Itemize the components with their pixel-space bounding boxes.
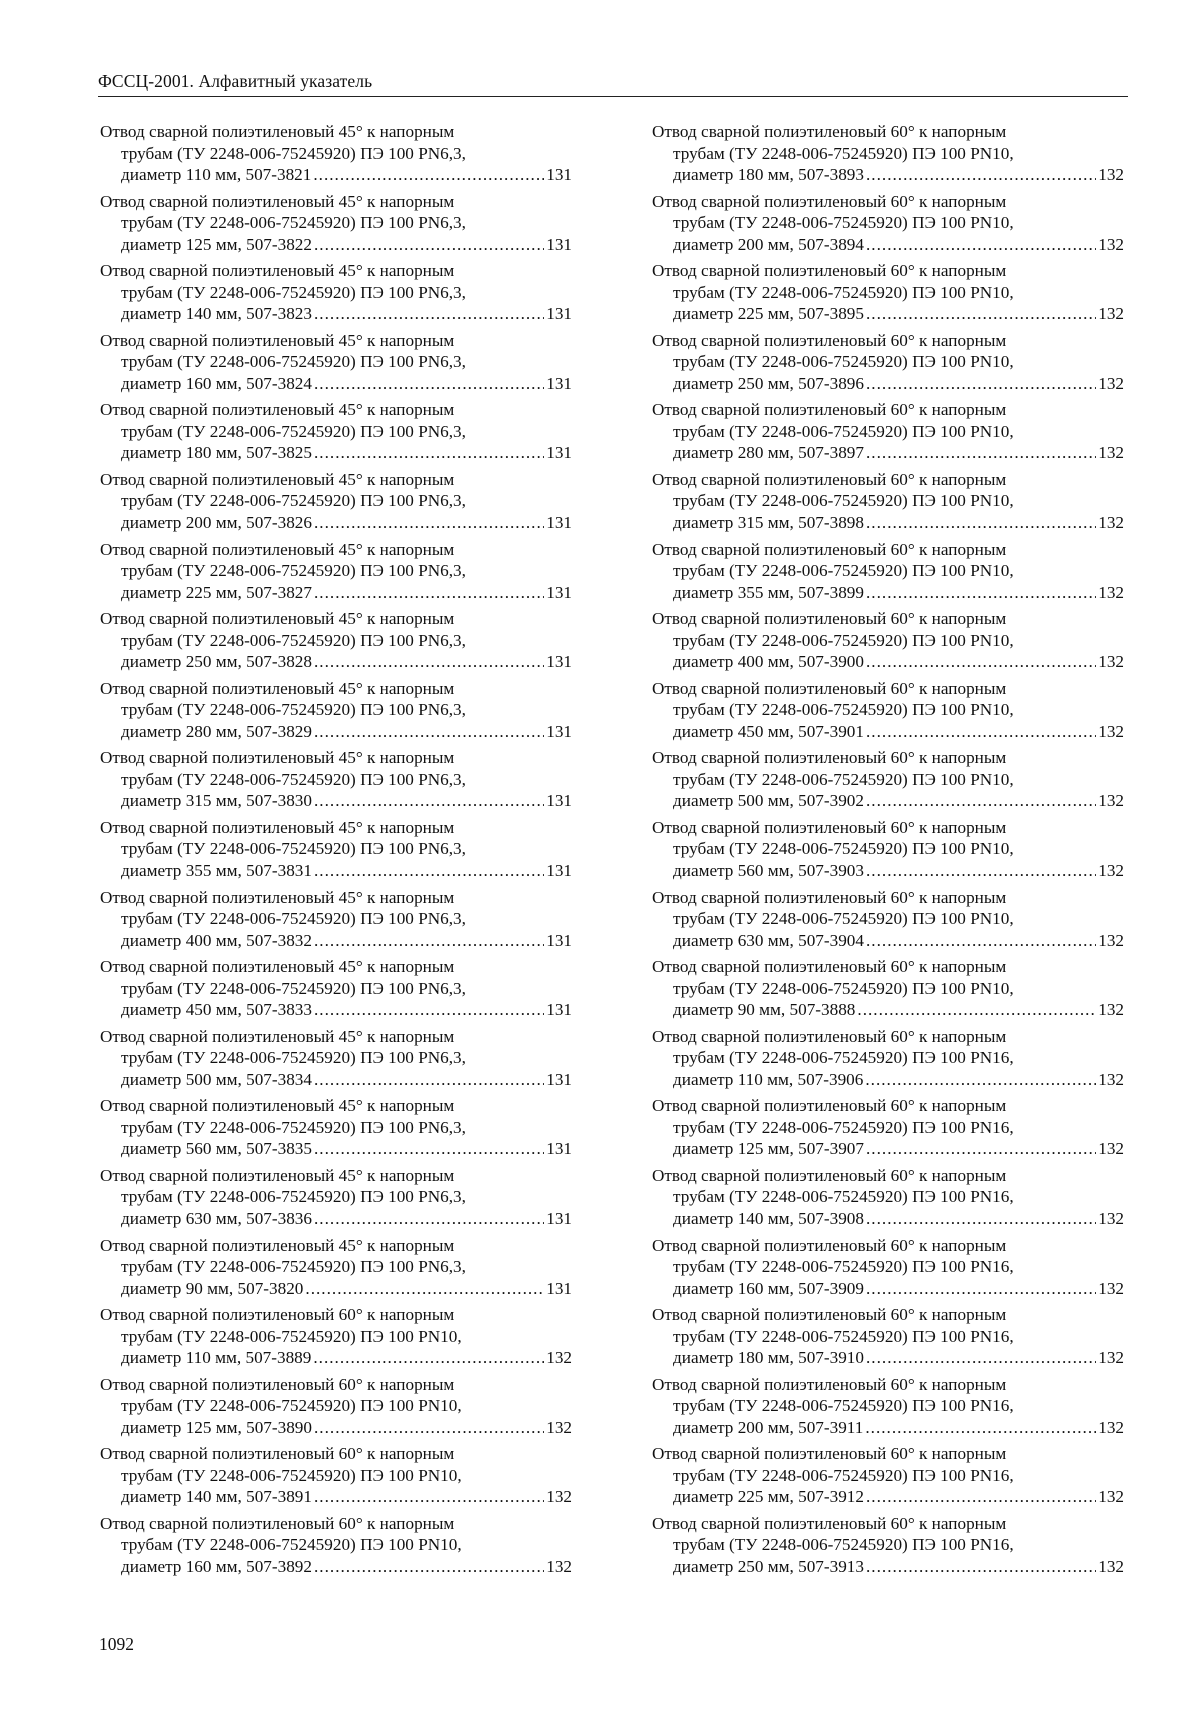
dot-leader xyxy=(866,721,1096,743)
entry-spec: трубам (ТУ 2248-006-75245920) ПЭ 100 PN6,3, xyxy=(121,352,466,372)
dot-leader xyxy=(866,164,1096,186)
index-entry xyxy=(652,1443,1124,1513)
page-header xyxy=(98,67,1128,97)
dot-leader xyxy=(866,303,1096,325)
entry-spec: трубам (ТУ 2248-006-75245920) ПЭ 100 PN10, xyxy=(673,700,1014,720)
entry-reference xyxy=(100,164,572,186)
dot-leader xyxy=(314,582,544,604)
entry-reference xyxy=(100,1417,572,1439)
entry-page: 132 xyxy=(1098,582,1124,602)
entry-page: 132 xyxy=(1098,930,1124,950)
entry-diameter: диаметр 90 мм, 507-3820 xyxy=(121,1278,304,1298)
index-entry xyxy=(100,1443,572,1513)
dot-leader xyxy=(314,1417,544,1439)
entry-page: 132 xyxy=(1098,791,1124,811)
index-entry xyxy=(652,539,1124,609)
index-entry xyxy=(652,1304,1124,1374)
dot-leader xyxy=(866,1347,1096,1369)
entry-spec: трубам (ТУ 2248-006-75245920) ПЭ 100 PN16, xyxy=(673,1048,1014,1068)
entry-title: Отвод сварной полиэтиленовый 45° к напорным xyxy=(100,609,455,629)
entry-reference xyxy=(652,582,1124,604)
entry-page: 132 xyxy=(1098,1000,1124,1020)
entry-title: Отвод сварной полиэтиленовый 60° к напорным xyxy=(652,1444,1007,1464)
entry-title: Отвод сварной полиэтиленовый 60° к напорным xyxy=(652,748,1007,768)
entry-page: 131 xyxy=(546,165,572,184)
entry-spec: трубам (ТУ 2248-006-75245920) ПЭ 100 PN10, xyxy=(673,839,1014,859)
entry-spec: трубам (ТУ 2248-006-75245920) ПЭ 100 PN10, xyxy=(673,561,1014,581)
entry-page: 131 xyxy=(546,1278,572,1298)
entry-title: Отвод сварной полиэтиленовый 45° к напорным xyxy=(100,261,455,281)
dot-leader xyxy=(314,1556,544,1578)
dot-leader xyxy=(314,1208,544,1230)
entry-spec: трубам (ТУ 2248-006-75245920) ПЭ 100 PN10, xyxy=(673,421,1014,441)
entry-title: Отвод сварной полиэтиленовый 60° к напорным xyxy=(652,1374,1007,1394)
entry-spec: трубам (ТУ 2248-006-75245920) ПЭ 100 PN6,3, xyxy=(121,491,466,511)
entry-spec: трубам (ТУ 2248-006-75245920) ПЭ 100 PN16, xyxy=(673,1326,1014,1346)
index-entry xyxy=(100,956,572,1026)
entry-diameter: диаметр 315 мм, 507-3898 xyxy=(673,512,864,532)
index-entry xyxy=(100,1026,572,1096)
entry-diameter: диаметр 125 мм, 507-3822 xyxy=(121,234,312,254)
entry-title: Отвод сварной полиэтиленовый 60° к напорным xyxy=(652,1513,1007,1533)
entry-reference xyxy=(652,512,1124,534)
entry-reference xyxy=(652,1138,1124,1160)
entry-diameter: диаметр 450 мм, 507-3901 xyxy=(673,721,864,741)
index-entry xyxy=(652,191,1124,261)
dot-leader xyxy=(866,1486,1096,1508)
dot-leader xyxy=(866,1138,1096,1160)
entry-page: 131 xyxy=(546,304,572,324)
entry-title: Отвод сварной полиэтиленовый 45° к напорным xyxy=(100,1026,455,1046)
entry-reference xyxy=(100,1208,572,1230)
entry-reference xyxy=(652,1278,1124,1300)
entry-spec: трубам (ТУ 2248-006-75245920) ПЭ 100 PN10, xyxy=(121,1326,462,1346)
index-entry xyxy=(100,121,572,191)
entry-spec: трубам (ТУ 2248-006-75245920) ПЭ 100 PN10, xyxy=(673,978,1014,998)
entry-page: 132 xyxy=(1098,1348,1124,1368)
entry-title: Отвод сварной полиэтиленовый 45° к напорным xyxy=(100,400,455,420)
index-entry xyxy=(652,887,1124,957)
entry-spec: трубам (ТУ 2248-006-75245920) ПЭ 100 PN16, xyxy=(673,1396,1014,1416)
entry-diameter: диаметр 250 мм, 507-3828 xyxy=(121,652,312,672)
dot-leader xyxy=(866,234,1096,256)
entry-page: 131 xyxy=(546,860,572,880)
index-entry xyxy=(652,1374,1124,1444)
entry-reference xyxy=(100,721,572,743)
entry-diameter: диаметр 400 мм, 507-3832 xyxy=(121,930,312,950)
entry-page: 131 xyxy=(546,1069,572,1089)
index-entry xyxy=(652,817,1124,887)
entry-spec: трубам (ТУ 2248-006-75245920) ПЭ 100 PN10, xyxy=(673,491,1014,511)
dot-leader xyxy=(314,790,544,812)
entry-reference xyxy=(652,1347,1124,1369)
entry-diameter: диаметр 280 мм, 507-3829 xyxy=(121,721,312,741)
entry-spec: трубам (ТУ 2248-006-75245920) ПЭ 100 PN6,3, xyxy=(121,978,466,998)
entry-diameter: диаметр 400 мм, 507-3900 xyxy=(673,652,864,672)
entry-title: Отвод сварной полиэтиленовый 60° к напорным xyxy=(652,957,1007,977)
entry-title: Отвод сварной полиэтиленовый 45° к напорным xyxy=(100,191,455,211)
entry-title: Отвод сварной полиэтиленовый 60° к напорным xyxy=(652,469,1007,489)
index-entry xyxy=(100,887,572,957)
index-entry xyxy=(652,608,1124,678)
entry-reference xyxy=(100,999,572,1021)
dot-leader xyxy=(314,1069,544,1091)
entry-spec: трубам (ТУ 2248-006-75245920) ПЭ 100 PN10, xyxy=(673,143,1014,163)
index-entry xyxy=(100,608,572,678)
index-entry xyxy=(100,1095,572,1165)
entry-reference xyxy=(100,651,572,673)
entry-reference xyxy=(652,1486,1124,1508)
entry-diameter: диаметр 315 мм, 507-3830 xyxy=(121,791,312,811)
entry-spec: трубам (ТУ 2248-006-75245920) ПЭ 100 PN10, xyxy=(121,1535,462,1555)
dot-leader xyxy=(865,1069,1096,1091)
entry-reference xyxy=(652,721,1124,743)
entry-reference xyxy=(652,1069,1124,1091)
index-entry xyxy=(100,1165,572,1235)
dot-leader xyxy=(866,512,1096,534)
entry-title: Отвод сварной полиэтиленовый 60° к напорным xyxy=(652,1096,1007,1116)
entry-title: Отвод сварной полиэтиленовый 60° к напорным xyxy=(100,1305,455,1325)
entry-page: 132 xyxy=(1098,1556,1124,1576)
index-entry xyxy=(100,1513,572,1583)
dot-leader xyxy=(866,930,1096,952)
entry-diameter: диаметр 560 мм, 507-3835 xyxy=(121,1139,312,1159)
entry-page: 132 xyxy=(1098,1069,1124,1089)
dot-leader xyxy=(866,1208,1096,1230)
entry-spec: трубам (ТУ 2248-006-75245920) ПЭ 100 PN10, xyxy=(673,213,1014,233)
left-column xyxy=(100,121,572,1582)
dot-leader xyxy=(314,1486,544,1508)
entry-page: 132 xyxy=(1098,165,1124,184)
entry-title: Отвод сварной полиэтиленовый 45° к напорным xyxy=(100,1096,455,1116)
entry-reference xyxy=(652,790,1124,812)
entry-title: Отвод сварной полиэтиленовый 45° к напорным xyxy=(100,887,455,907)
entry-reference xyxy=(100,582,572,604)
index-entry xyxy=(652,956,1124,1026)
entry-reference xyxy=(100,373,572,395)
entry-reference xyxy=(652,164,1124,186)
dot-leader xyxy=(314,721,544,743)
index-entry xyxy=(652,469,1124,539)
index-entry xyxy=(100,1304,572,1374)
index-entry xyxy=(652,678,1124,748)
entry-title: Отвод сварной полиэтиленовый 45° к напорным xyxy=(100,469,455,489)
index-entry xyxy=(652,1235,1124,1305)
index-entry xyxy=(100,539,572,609)
entry-page: 132 xyxy=(1098,1208,1124,1228)
entry-page: 131 xyxy=(546,721,572,741)
entry-reference xyxy=(100,860,572,882)
entry-diameter: диаметр 280 мм, 507-3897 xyxy=(673,443,864,463)
entry-page: 131 xyxy=(546,582,572,602)
entry-diameter: диаметр 110 мм, 507-3821 xyxy=(121,165,312,184)
entry-spec: трубам (ТУ 2248-006-75245920) ПЭ 100 PN6,3, xyxy=(121,421,466,441)
entry-page: 132 xyxy=(546,1556,572,1576)
entry-spec: трубам (ТУ 2248-006-75245920) ПЭ 100 PN10, xyxy=(673,909,1014,929)
entry-reference xyxy=(100,1278,572,1300)
entry-diameter: диаметр 160 мм, 507-3909 xyxy=(673,1278,864,1298)
entry-diameter: диаметр 225 мм, 507-3895 xyxy=(673,304,864,324)
entry-diameter: диаметр 160 мм, 507-3892 xyxy=(121,1556,312,1576)
entry-diameter: диаметр 160 мм, 507-3824 xyxy=(121,373,312,393)
index-entry xyxy=(652,1095,1124,1165)
entry-diameter: диаметр 250 мм, 507-3913 xyxy=(673,1556,864,1576)
dot-leader xyxy=(866,790,1096,812)
entry-spec: трубам (ТУ 2248-006-75245920) ПЭ 100 PN6,3, xyxy=(121,143,466,163)
entry-title: Отвод сварной полиэтиленовый 45° к напорным xyxy=(100,330,455,350)
entry-diameter: диаметр 125 мм, 507-3907 xyxy=(673,1139,864,1159)
entry-title: Отвод сварной полиэтиленовый 60° к напорным xyxy=(652,1235,1007,1255)
entry-title: Отвод сварной полиэтиленовый 60° к напорным xyxy=(652,1305,1007,1325)
entry-title: Отвод сварной полиэтиленовый 60° к напорным xyxy=(652,261,1007,281)
entry-diameter: диаметр 450 мм, 507-3833 xyxy=(121,1000,312,1020)
entry-page: 132 xyxy=(1098,373,1124,393)
entry-title: Отвод сварной полиэтиленовый 60° к напорным xyxy=(652,817,1007,837)
entry-reference xyxy=(652,930,1124,952)
index-entry xyxy=(100,399,572,469)
entry-page: 131 xyxy=(546,512,572,532)
dot-leader xyxy=(866,373,1096,395)
entry-reference xyxy=(100,930,572,952)
page-number: 1092 xyxy=(99,1634,134,1654)
dot-leader xyxy=(313,1347,544,1369)
entry-page: 131 xyxy=(546,652,572,672)
index-entry xyxy=(100,1235,572,1305)
entry-reference xyxy=(100,442,572,464)
entry-title: Отвод сварной полиэтиленовый 45° к напорным xyxy=(100,1235,455,1255)
entry-reference xyxy=(100,790,572,812)
entry-page: 132 xyxy=(1098,1139,1124,1159)
entry-page: 131 xyxy=(546,1208,572,1228)
entry-spec: трубам (ТУ 2248-006-75245920) ПЭ 100 PN16, xyxy=(673,1187,1014,1207)
entry-diameter: диаметр 180 мм, 507-3910 xyxy=(673,1348,864,1368)
entry-page: 131 xyxy=(546,791,572,811)
entry-reference xyxy=(652,234,1124,256)
entry-title: Отвод сварной полиэтиленовый 45° к напорным xyxy=(100,1165,455,1185)
entry-diameter: диаметр 250 мм, 507-3896 xyxy=(673,373,864,393)
entry-spec: трубам (ТУ 2248-006-75245920) ПЭ 100 PN6,3, xyxy=(121,839,466,859)
entry-reference xyxy=(100,1347,572,1369)
entry-diameter: диаметр 140 мм, 507-3891 xyxy=(121,1487,312,1507)
entry-page: 132 xyxy=(1098,721,1124,741)
entry-reference xyxy=(652,303,1124,325)
entry-diameter: диаметр 110 мм, 507-3889 xyxy=(121,1348,312,1368)
index-entry xyxy=(100,330,572,400)
entry-diameter: диаметр 225 мм, 507-3912 xyxy=(673,1487,864,1507)
entry-title: Отвод сварной полиэтиленовый 60° к напорным xyxy=(652,122,1007,141)
entry-diameter: диаметр 500 мм, 507-3834 xyxy=(121,1069,312,1089)
entry-reference xyxy=(652,860,1124,882)
entry-diameter: диаметр 180 мм, 507-3893 xyxy=(673,165,864,184)
entry-title: Отвод сварной полиэтиленовый 60° к напорным xyxy=(652,330,1007,350)
index-entry xyxy=(652,1165,1124,1235)
entry-diameter: диаметр 125 мм, 507-3890 xyxy=(121,1417,312,1437)
entry-title: Отвод сварной полиэтиленовый 60° к напорным xyxy=(652,191,1007,211)
entry-title: Отвод сварной полиэтиленовый 60° к напорным xyxy=(652,1026,1007,1046)
index-entry xyxy=(100,191,572,261)
dot-leader xyxy=(314,1138,544,1160)
entry-spec: трубам (ТУ 2248-006-75245920) ПЭ 100 PN10, xyxy=(673,630,1014,650)
entry-reference xyxy=(652,442,1124,464)
entry-reference xyxy=(100,512,572,534)
entry-spec: трубам (ТУ 2248-006-75245920) ПЭ 100 PN6,3, xyxy=(121,282,466,302)
dot-leader xyxy=(866,1556,1096,1578)
entry-spec: трубам (ТУ 2248-006-75245920) ПЭ 100 PN6,3, xyxy=(121,1117,466,1137)
entry-page: 132 xyxy=(1098,1487,1124,1507)
entry-page: 132 xyxy=(1098,234,1124,254)
entry-reference xyxy=(100,1486,572,1508)
entry-spec: трубам (ТУ 2248-006-75245920) ПЭ 100 PN6,3, xyxy=(121,1187,466,1207)
entry-title: Отвод сварной полиэтиленовый 60° к напорным xyxy=(100,1374,455,1394)
index-entry xyxy=(100,747,572,817)
dot-leader xyxy=(314,651,544,673)
entry-page: 132 xyxy=(1098,652,1124,672)
entry-reference xyxy=(652,651,1124,673)
entry-page: 131 xyxy=(546,1139,572,1159)
entry-diameter: диаметр 355 мм, 507-3899 xyxy=(673,582,864,602)
entry-title: Отвод сварной полиэтиленовый 45° к напорным xyxy=(100,539,455,559)
entry-reference xyxy=(100,1138,572,1160)
entry-page: 132 xyxy=(1098,512,1124,532)
dot-leader xyxy=(314,930,544,952)
entry-reference xyxy=(652,999,1124,1021)
index-entry xyxy=(100,469,572,539)
entry-title: Отвод сварной полиэтиленовый 45° к напорным xyxy=(100,748,455,768)
dot-leader xyxy=(866,442,1096,464)
entry-spec: трубам (ТУ 2248-006-75245920) ПЭ 100 PN6,3, xyxy=(121,909,466,929)
entry-spec: трубам (ТУ 2248-006-75245920) ПЭ 100 PN16, xyxy=(673,1535,1014,1555)
entry-diameter: диаметр 200 мм, 507-3911 xyxy=(673,1417,864,1437)
entry-page: 132 xyxy=(1098,1278,1124,1298)
entry-title: Отвод сварной полиэтиленовый 45° к напорным xyxy=(100,817,455,837)
dot-leader xyxy=(313,164,544,186)
entry-page: 131 xyxy=(546,930,572,950)
dot-leader xyxy=(314,442,544,464)
index-entry xyxy=(652,1513,1124,1583)
entry-spec: трубам (ТУ 2248-006-75245920) ПЭ 100 PN10, xyxy=(673,352,1014,372)
entry-title: Отвод сварной полиэтиленовый 45° к напорным xyxy=(100,957,455,977)
entry-diameter: диаметр 630 мм, 507-3904 xyxy=(673,930,864,950)
dot-leader xyxy=(857,999,1096,1021)
entry-diameter: диаметр 140 мм, 507-3908 xyxy=(673,1208,864,1228)
entry-diameter: диаметр 90 мм, 507-3888 xyxy=(673,1000,856,1020)
entry-diameter: диаметр 355 мм, 507-3831 xyxy=(121,860,312,880)
entry-reference xyxy=(652,1208,1124,1230)
entry-title: Отвод сварной полиэтиленовый 45° к напорным xyxy=(100,678,455,698)
dot-leader xyxy=(305,1278,544,1300)
entry-page: 132 xyxy=(546,1348,572,1368)
entry-page: 132 xyxy=(546,1487,572,1507)
dot-leader xyxy=(866,860,1096,882)
entry-diameter: диаметр 180 мм, 507-3825 xyxy=(121,443,312,463)
entry-reference xyxy=(652,373,1124,395)
dot-leader xyxy=(314,860,544,882)
dot-leader xyxy=(865,1417,1096,1439)
entry-spec: трубам (ТУ 2248-006-75245920) ПЭ 100 PN6,3, xyxy=(121,1257,466,1276)
dot-leader xyxy=(314,303,544,325)
entry-diameter: диаметр 500 мм, 507-3902 xyxy=(673,791,864,811)
entry-title: Отвод сварной полиэтиленовый 60° к напорным xyxy=(652,609,1007,629)
entry-title: Отвод сварной полиэтиленовый 60° к напорным xyxy=(652,678,1007,698)
entry-reference xyxy=(100,1556,572,1578)
entry-page: 131 xyxy=(546,373,572,393)
index-entry xyxy=(652,121,1124,191)
entry-page: 132 xyxy=(1098,1417,1124,1437)
index-entry xyxy=(652,399,1124,469)
dot-leader xyxy=(314,373,544,395)
header-title: ФССЦ-2001. Алфавитный указатель xyxy=(98,71,373,91)
entry-reference xyxy=(100,1069,572,1091)
entry-reference xyxy=(100,303,572,325)
entry-diameter: диаметр 225 мм, 507-3827 xyxy=(121,582,312,602)
entry-spec: трубам (ТУ 2248-006-75245920) ПЭ 100 PN10, xyxy=(121,1465,462,1485)
entry-diameter: диаметр 110 мм, 507-3906 xyxy=(673,1069,864,1089)
index-entry xyxy=(652,260,1124,330)
entry-diameter: диаметр 630 мм, 507-3836 xyxy=(121,1208,312,1228)
entry-spec: трубам (ТУ 2248-006-75245920) ПЭ 100 PN6,3, xyxy=(121,561,466,581)
dot-leader xyxy=(314,999,544,1021)
entry-spec: трубам (ТУ 2248-006-75245920) ПЭ 100 PN6,3, xyxy=(121,630,466,650)
index-entry xyxy=(652,1026,1124,1096)
entry-title: Отвод сварной полиэтиленовый 45° к напорным xyxy=(100,122,455,141)
entry-diameter: диаметр 200 мм, 507-3894 xyxy=(673,234,864,254)
entry-title: Отвод сварной полиэтиленовый 60° к напорным xyxy=(652,539,1007,559)
entry-spec: трубам (ТУ 2248-006-75245920) ПЭ 100 PN6,3, xyxy=(121,213,466,233)
entry-title: Отвод сварной полиэтиленовый 60° к напорным xyxy=(100,1513,455,1533)
entry-spec: трубам (ТУ 2248-006-75245920) ПЭ 100 PN16, xyxy=(673,1257,1014,1276)
entry-page: 131 xyxy=(546,234,572,254)
entry-spec: трубам (ТУ 2248-006-75245920) ПЭ 100 PN6,3, xyxy=(121,769,466,789)
entry-spec: трубам (ТУ 2248-006-75245920) ПЭ 100 PN16, xyxy=(673,1465,1014,1485)
dot-leader xyxy=(866,582,1096,604)
entry-spec: трубам (ТУ 2248-006-75245920) ПЭ 100 PN10, xyxy=(673,769,1014,789)
entry-page: 132 xyxy=(546,1417,572,1437)
index-entry xyxy=(100,817,572,887)
entry-title: Отвод сварной полиэтиленовый 60° к напорным xyxy=(652,887,1007,907)
entry-page: 132 xyxy=(1098,860,1124,880)
entry-spec: трубам (ТУ 2248-006-75245920) ПЭ 100 PN6,3, xyxy=(121,700,466,720)
entry-spec: трубам (ТУ 2248-006-75245920) ПЭ 100 PN10, xyxy=(121,1396,462,1416)
dot-leader xyxy=(314,512,544,534)
right-column xyxy=(652,121,1124,1582)
entry-spec: трубам (ТУ 2248-006-75245920) ПЭ 100 PN6,3, xyxy=(121,1048,466,1068)
dot-leader xyxy=(314,234,544,256)
index-entry xyxy=(100,1374,572,1444)
entry-page: 132 xyxy=(1098,443,1124,463)
index-entry xyxy=(652,747,1124,817)
entry-page: 132 xyxy=(1098,304,1124,324)
entry-page: 131 xyxy=(546,443,572,463)
index-entry xyxy=(100,678,572,748)
entry-diameter: диаметр 560 мм, 507-3903 xyxy=(673,860,864,880)
dot-leader xyxy=(866,651,1096,673)
entry-title: Отвод сварной полиэтиленовый 60° к напорным xyxy=(652,1165,1007,1185)
entry-reference xyxy=(652,1556,1124,1578)
entry-spec: трубам (ТУ 2248-006-75245920) ПЭ 100 PN16, xyxy=(673,1117,1014,1137)
index-entry xyxy=(652,330,1124,400)
dot-leader xyxy=(866,1278,1096,1300)
entry-reference xyxy=(100,234,572,256)
entry-reference xyxy=(652,1417,1124,1439)
entry-title: Отвод сварной полиэтиленовый 60° к напорным xyxy=(100,1444,455,1464)
index-entry xyxy=(100,260,572,330)
entry-title: Отвод сварной полиэтиленовый 60° к напорным xyxy=(652,400,1007,420)
entry-diameter: диаметр 200 мм, 507-3826 xyxy=(121,512,312,532)
entry-diameter: диаметр 140 мм, 507-3823 xyxy=(121,304,312,324)
entry-spec: трубам (ТУ 2248-006-75245920) ПЭ 100 PN10, xyxy=(673,282,1014,302)
entry-page: 131 xyxy=(546,1000,572,1020)
